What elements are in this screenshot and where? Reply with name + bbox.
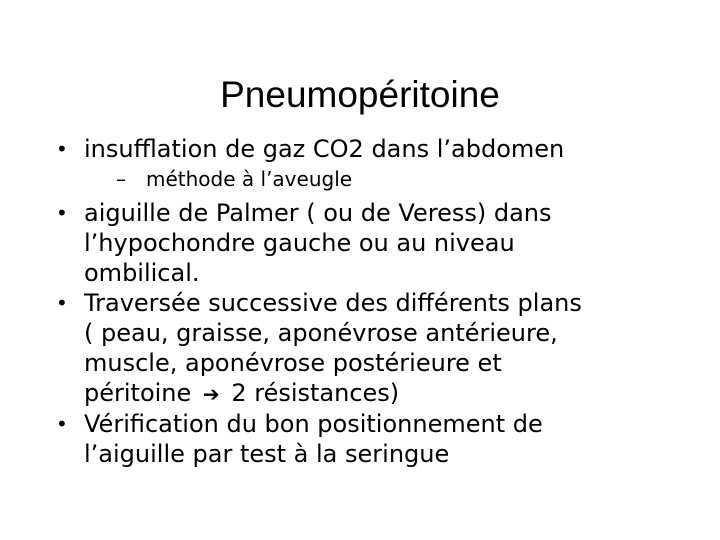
sub-bullet-item — [56, 166, 686, 192]
slide-title: Pneumopéritoine — [220, 74, 500, 115]
bullet-text-line: ( peau, graisse, aponévrose antérieure, — [84, 319, 558, 347]
bullet-list — [56, 134, 686, 469]
bullet-text-line: l’aiguille par test à la seringue — [84, 440, 450, 468]
bullet-icon: • — [56, 137, 68, 161]
bullet-text-line: l’hypochondre gauche ou au niveau — [84, 229, 515, 257]
bullet-text-line: péritoine — [84, 379, 192, 407]
bullet-text-line: 2 résistances) — [231, 379, 400, 407]
bullet-item-1 — [56, 134, 686, 164]
bullet-text: insufflation de gaz CO2 dans l’abdomen — [84, 135, 565, 163]
bullet-text-line: muscle, aponévrose postérieure et — [84, 349, 502, 377]
bullet-text-line: aiguille de Palmer ( ou de Veress) dans — [84, 199, 552, 227]
bullet-icon: • — [56, 412, 68, 436]
bullet-item-3 — [56, 288, 686, 409]
bullet-text-line: ombilical. — [84, 259, 200, 287]
bullet-text-line: Vérification du bon positionnement de — [84, 410, 543, 438]
right-arrow-icon: ➔ — [202, 382, 220, 406]
bullet-icon: • — [56, 201, 68, 225]
bullet-item-4 — [56, 409, 686, 469]
sub-bullet-text: méthode à l’aveugle — [146, 167, 353, 191]
bullet-item-2 — [56, 198, 686, 288]
bullet-text-line: Traversée successive des différents plans — [84, 289, 582, 317]
dash-icon: – — [116, 167, 126, 191]
bullet-icon: • — [56, 291, 68, 315]
